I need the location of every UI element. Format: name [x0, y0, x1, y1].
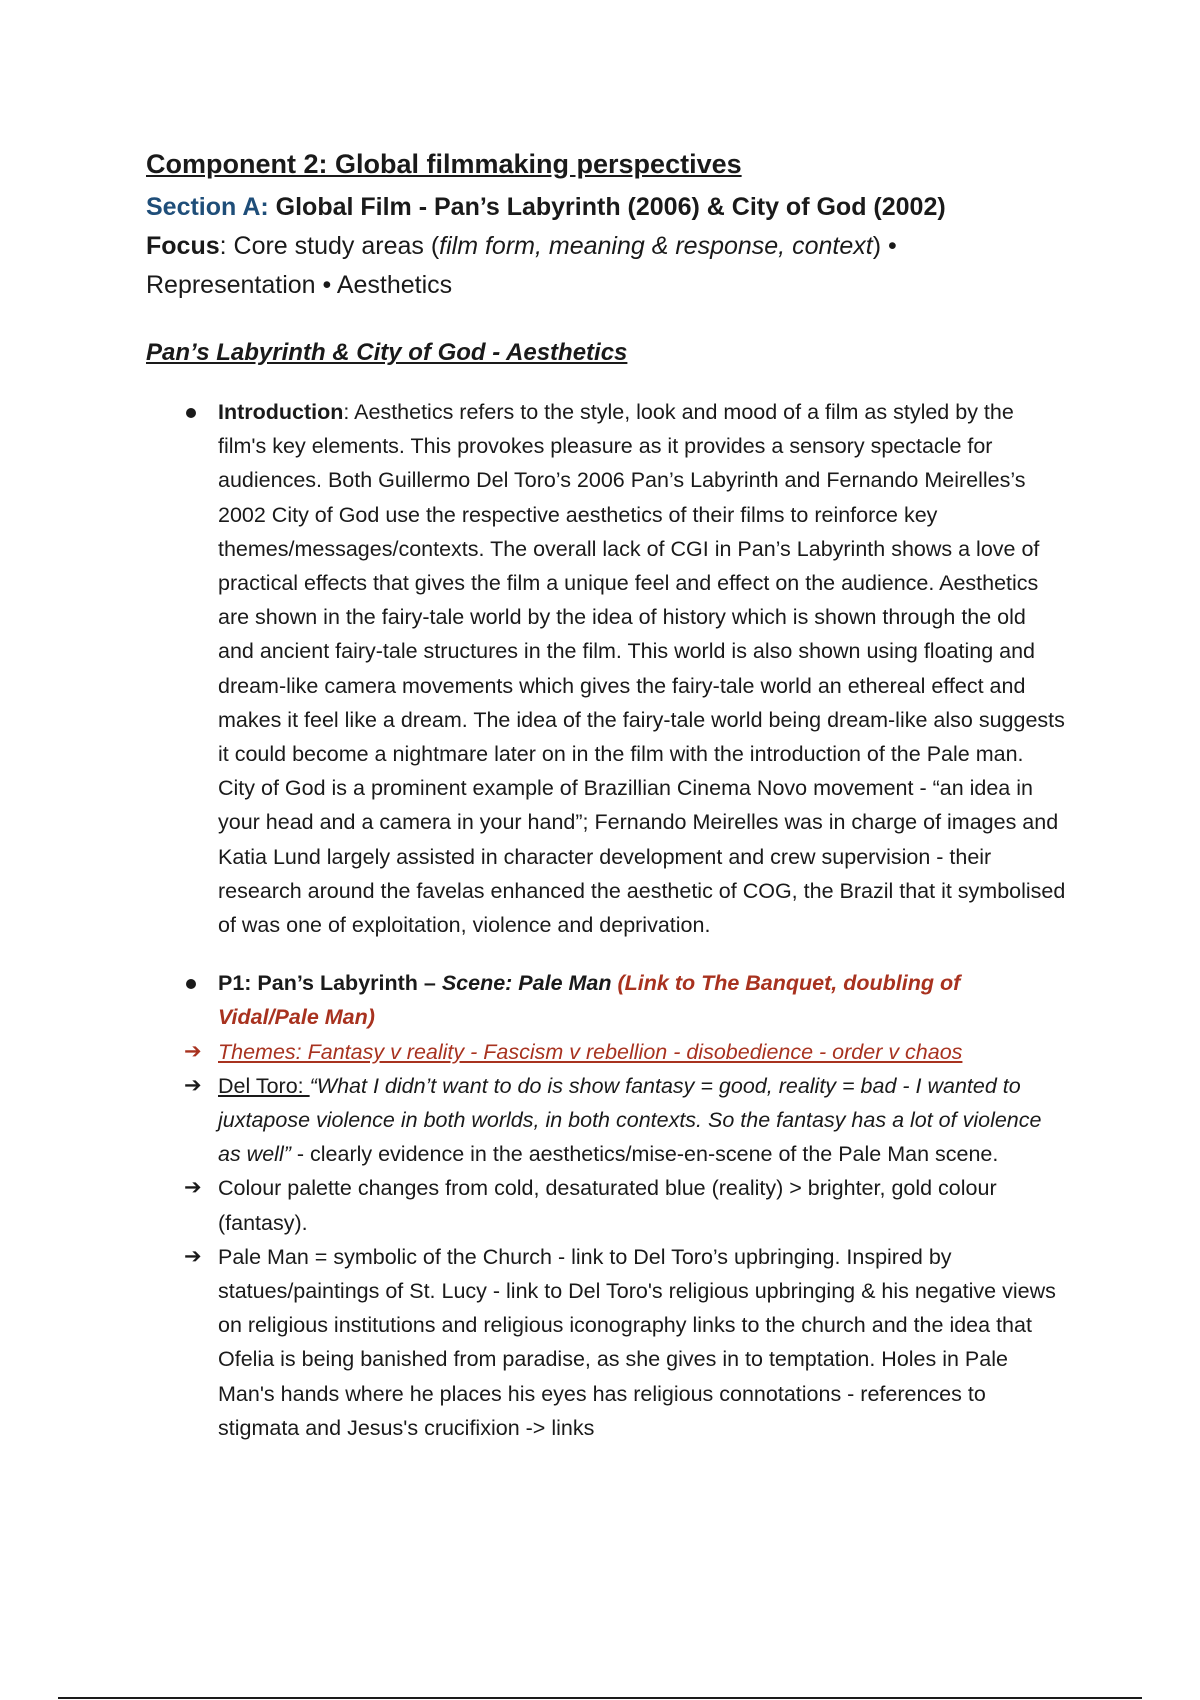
list-item-p1	[146, 966, 1066, 1445]
p1-label: P1: Pan’s Labyrinth –	[218, 971, 442, 996]
bullet-dot-icon	[186, 979, 196, 989]
arrow-right-icon: ➔	[184, 1039, 202, 1063]
paleman-text: Pale Man = symbolic of the Church - link to Del Toro’s upbringing. Inspired by statues/paintings of St. Lucy - link to Del Toro's religious upbringing & his negative views on religious institutions and religious iconography links to the church and the idea that Ofelia is being banished from paradise, as she gives in to temptation. Holes in Pale Man's hands where he places his eyes has religious connotations - references to stigmata and Jesus's crucifixion -> links	[218, 1244, 1056, 1440]
focus-text-1: : Core study areas (	[219, 232, 440, 260]
deltoro-label: Del Toro:	[218, 1073, 310, 1098]
themes-text: Themes: Fantasy v reality - Fascism v rebellion - disobedience - order v chaos	[218, 1039, 963, 1064]
p1-scene: Scene: Pale Man	[441, 971, 612, 996]
point-themes	[146, 1035, 1066, 1069]
intro-label: Introduction	[218, 400, 344, 424]
section-text: Global Film - Pan’s Labyrinth (2006) & City of God (2002)	[275, 193, 946, 221]
focus-line	[146, 227, 1066, 266]
bullet-list	[146, 395, 1066, 1445]
intro-text: : Aesthetics refers to the style, look and mood of a film as styled by the film's key elements. This provokes pleasure as it provides a sensory spectacle for audiences. Both Guillermo Del Toro’s 2006 Pan’s Labyrinth and Fernando Meirelles’s 2002 City of God use the respective aesthetics of their films to reinforce key themes/messages/contexts. The overall lack of CGI in Pan’s Labyrinth shows a love of practical effects that gives the film a unique feel and effect on the audience. Aesthetics are shown in the fairy-tale world by the idea of history which is shown through the old and ancient fairy-tale structures in the film. This world is also shown using floating and dream-like camera movements which gives the fairy-tale world an ethereal effect and makes it feel like a dream. The idea of the fairy-tale world being dream-like also suggests it could become a nightmare later on in the film with the introduction of the Pale man. City of God is a prominent example of Brazillian Cinema Novo movement - “an idea in your head and a camera in your hand”; Fernando Meirelles was in charge of images and Katia Lund largely assisted in character development and crew supervision - their research around the favelas enhanced the aesthetic of COG, the Brazil that it symbolised of was one of exploitation, violence and deprivation.	[218, 400, 1066, 938]
deltoro-quote: “What I didn’t want to do is show fantasy = good, reality = bad - I wanted to juxtapose violence in both worlds, in both contexts. So the fantasy has a lot of violence as well”	[218, 1073, 1042, 1167]
section-label: Section A:	[146, 193, 269, 221]
page-bottom-rule	[58, 1697, 1142, 1699]
focus-italic: film form, meaning & response, context	[439, 232, 873, 260]
list-item-introduction	[146, 395, 1066, 942]
deltoro-rest: - clearly evidence in the aesthetics/mise-en-scene of the Pale Man scene.	[290, 1142, 999, 1167]
point-colour	[146, 1171, 1066, 1239]
p1-points	[184, 1035, 1066, 1445]
colour-text: Colour palette changes from cold, desaturated blue (reality) > brighter, gold colour (fantasy).	[218, 1176, 997, 1235]
arrow-right-icon: ➔	[184, 1244, 202, 1268]
page-title: Component 2: Global filmmaking perspectives	[146, 149, 742, 179]
focus-line-2: Representation • Aesthetics	[146, 271, 453, 299]
intro-paragraph	[218, 395, 1066, 942]
focus-label: Focus	[146, 232, 220, 260]
arrow-right-icon: ➔	[184, 1073, 202, 1097]
point-paleman	[146, 1240, 1066, 1445]
subheading: Pan’s Labyrinth & City of God - Aesthetics	[146, 339, 628, 366]
focus-text-2: ) •	[872, 232, 897, 260]
arrow-right-icon: ➔	[184, 1176, 202, 1200]
p1-heading	[218, 966, 1066, 1034]
point-deltoro	[146, 1069, 1066, 1172]
bullet-dot-icon	[186, 408, 196, 418]
section-line	[146, 188, 1066, 227]
document-page	[146, 146, 1066, 1469]
p1-link: (Link to The Banquet, doubling of Vidal/Pale Man)	[218, 971, 961, 1030]
